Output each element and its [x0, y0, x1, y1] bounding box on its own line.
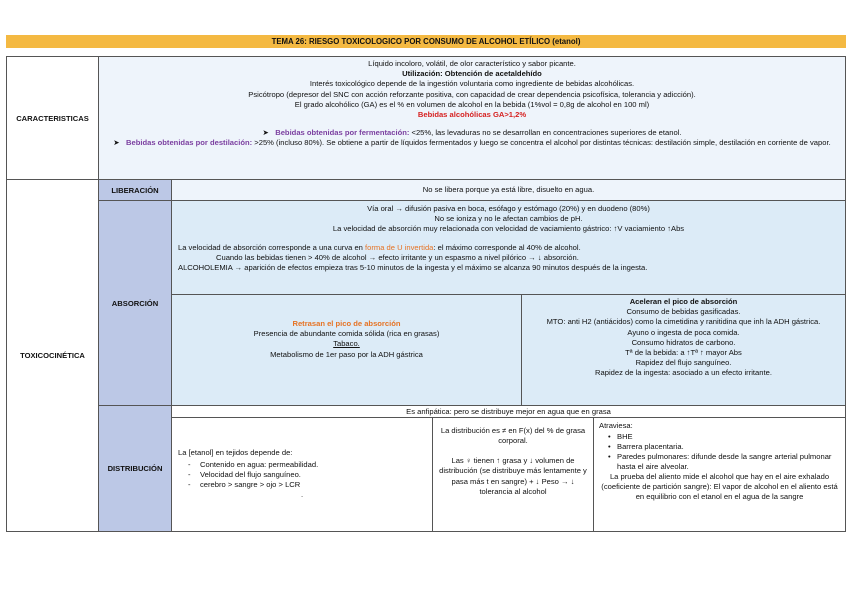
arrow-bullet-icon: ➤	[262, 128, 276, 138]
liberacion-label: LIBERACIÓN	[98, 179, 172, 201]
retrasan-item-1: Presencia de abundante comida sólida (rica en grasas)	[253, 329, 440, 339]
liberacion-content	[171, 179, 846, 201]
caracteristicas-line-1: Líquido incoloro, volátil, de olor característico y sabor picante.	[368, 59, 576, 68]
caracteristicas-label: CARACTERISTICAS	[6, 56, 99, 180]
absorcion-line-2: No se ioniza y no le afectan cambios de pH.	[434, 214, 583, 224]
absorcion-label: ABSORCIÓN	[98, 200, 172, 406]
retrasan-item-3: Metabolismo de 1er paso por la ADH gástrica	[270, 349, 423, 359]
distribucion-left-box	[171, 417, 433, 532]
spacer	[178, 235, 839, 243]
destilacion-label: Bebidas obtenidas por destilación:	[126, 138, 253, 148]
distribucion-top-text: Es anfipática: pero se distribuye mejor en agua que en grasa	[406, 407, 611, 416]
curve-highlight: forma de U invertida	[365, 242, 434, 252]
retrasan-box	[171, 294, 522, 406]
list-item: - cerebro > sangre > ojo > LCR	[200, 480, 426, 490]
curve-suffix: : el máximo corresponde al 40% de alcohol.	[433, 242, 581, 252]
document-title: TEMA 26: RIESGO TOXICOLOGICO POR CONSUMO DE ALCOHOL ETÍLICO (etanol)	[6, 35, 846, 48]
retrasan-item-2: Tabaco.	[333, 339, 360, 349]
fermentacion-line	[105, 128, 839, 138]
distribucion-label: DISTRIBUCIÓN	[98, 405, 172, 532]
list-item: - Velocidad del flujo sanguíneo.	[200, 470, 426, 480]
distribucion-right-list	[599, 432, 840, 472]
destilacion-line	[105, 138, 839, 148]
distribucion-mid-1: La distribución es ≠ en F(x) del % de grasa corporal.	[440, 426, 586, 446]
distribucion-right-after: La prueba del aliento mide el alcohol que hay en el aire exhalado (coeficiente de partición sangre): El vapor de alcohol en el aliento está en equilibrio con el etanol en el agua de la sangre	[601, 472, 838, 502]
aceleran-item-1: Consumo de bebidas gasificadas.	[626, 307, 741, 317]
toxicocinetica-label: TOXICOCINÉTICA	[6, 179, 99, 532]
aceleran-title: Aceleran el pico de absorción	[629, 297, 738, 306]
aceleran-item-7: Rapidez de la ingesta: asociado a un efecto irritante.	[595, 368, 772, 378]
caracteristicas-line-5: El grado alcohólico (GA) es el % en volumen de alcohol en la bebida (1%vol = 0,8g de alcohol en 100 ml)	[294, 99, 650, 109]
fermentacion-label: Bebidas obtenidas por fermentación:	[275, 128, 410, 138]
distribucion-right-box	[593, 417, 846, 532]
caracteristicas-line-6: Bebidas alcohólicas GA>1,2%	[417, 110, 527, 120]
aceleran-item-5: Tª de la bebida: a ↑Tª ↑ mayor Abs	[625, 348, 742, 358]
destilacion-text: >25% (incluso 80%). Se obtiene a partir de líquidos fermentados y luego se concentra el alcohol por distintas técnicas: destilación simple, destilación en corriente de vapor.	[252, 138, 831, 148]
list-item: • Barrera placentaria.	[617, 442, 840, 452]
aceleran-box	[521, 294, 846, 406]
retrasan-title: Retrasan el pico de absorción	[292, 319, 401, 328]
arrow-bullet-icon: ➤	[113, 138, 126, 148]
aceleran-item-4: Consumo hidratos de carbono.	[631, 337, 736, 347]
fermentacion-text: <25%, las levaduras no se desarrollan en concentraciones superiores de etanol.	[409, 128, 682, 138]
distribucion-mid-2: Las ♀ tienen ↑ grasa y ↓ volumen de distribución (se distribuye más lentamente y pasa más t en sangre) + ↓ Peso → ↓ tolerancia al alcohol	[439, 455, 587, 497]
absorcion-main	[171, 200, 846, 295]
distribucion-right-intro: Atraviesa:	[599, 421, 633, 430]
liberacion-text: No se libera porque ya está libre, disuelto en agua.	[422, 185, 595, 194]
list-item: • BHE	[617, 432, 840, 442]
absorcion-curve-line	[178, 243, 839, 253]
distribucion-left-intro: La [etanol] en tejidos depende de:	[178, 448, 293, 457]
caracteristicas-line-3: Interés toxicológico depende de la ingestión voluntaria como ingrediente de bebidas alcohólicas.	[309, 79, 635, 89]
absorcion-line-1: Vía oral → difusión pasiva en boca, esófago y estómago (20%) y en duodeno (80%)	[367, 204, 650, 213]
aceleran-item-2: MTO: anti H2 (antiácidos) como la cimetidina y ranitidina que inh la ADH gástrica.	[546, 317, 821, 327]
spacer	[105, 120, 839, 128]
list-item: • Paredes pulmonares: difunde desde la sangre arterial pulmonar hasta el aire alveolar.	[617, 452, 840, 472]
list-item: - Contenido en agua: permeabilidad.	[200, 460, 426, 470]
caracteristicas-content	[98, 56, 846, 180]
caracteristicas-line-4: Psicótropo (depresor del SNC con acción reforzante positiva, con capacidad de crear dependencia psicofísica, tolerancia y adicción).	[248, 89, 696, 99]
aceleran-item-3: Ayuno o ingesta de poca comida.	[627, 327, 740, 337]
absorcion-line-3: La velocidad de absorción muy relacionada con velocidad de vaciamiento gástrico: ↑V vaciamiento ↑Abs	[332, 224, 685, 234]
aceleran-item-6: Rapidez del flujo sanguíneo.	[635, 358, 732, 368]
distribucion-mid-box	[432, 417, 594, 532]
distribucion-left-dot: .	[300, 490, 304, 500]
curve-prefix: La velocidad de absorción corresponde a una curva en	[178, 242, 366, 252]
alcoholemia-line: ALCOHOLEMIA → aparición de efectos empieza tras 5-10 minutos de la ingesta y el máximo se alcanza 90 minutos después de la ingesta.	[178, 263, 648, 273]
distribucion-left-list	[178, 460, 426, 490]
caracteristicas-line-2: Utilización: Obtención de acetaldehído	[402, 69, 542, 79]
spacer	[439, 447, 587, 456]
absorcion-40-line: Cuando las bebidas tienen > 40% de alcohol → efecto irritante y un espasmo a nivel pilórico → ↓ absorción.	[216, 252, 579, 262]
